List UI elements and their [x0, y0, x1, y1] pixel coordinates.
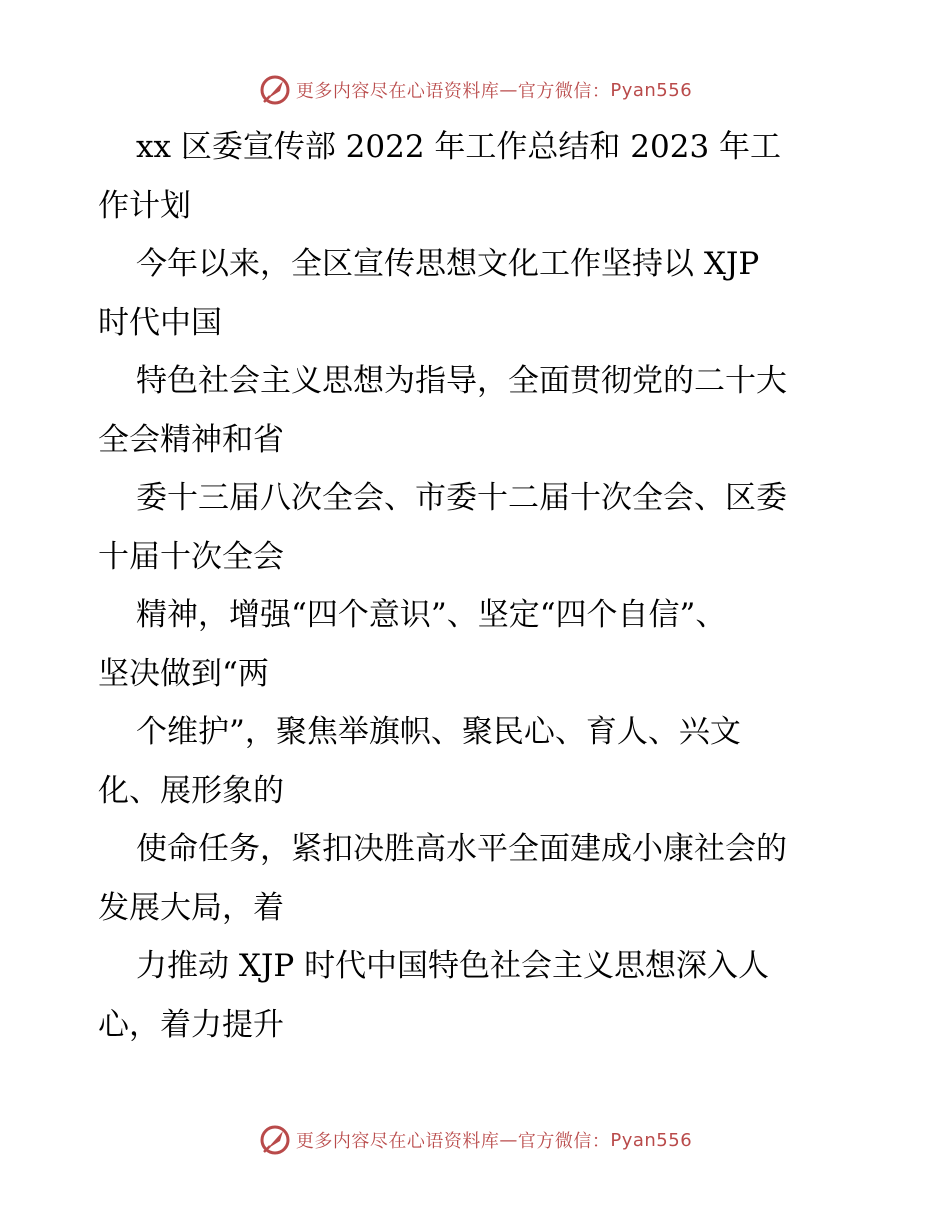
watermark-dash: — — [499, 1129, 518, 1151]
paragraph-line: 使命任务，紧扣决胜高水平全面建成小康社会的 — [136, 831, 787, 867]
watermark-main-text: 更多内容尽在心语资料库 — [295, 81, 500, 102]
paragraph-line: 时代中国 — [98, 304, 222, 341]
watermark-dash: — — [499, 79, 518, 101]
paragraph-line: 委十三届八次全会、市委十二届十次全会、区委 — [136, 480, 787, 516]
watermark-id: Pyan556 — [610, 1129, 693, 1151]
paragraph-line: 化、展形象的 — [98, 772, 284, 809]
quill-logo-icon — [258, 1123, 292, 1157]
paragraph-line: 发展大局，着 — [98, 889, 284, 926]
paragraph-line: 精神，增强“四个意识”、坚定“四个自信”、 — [136, 597, 727, 633]
document-body — [98, 118, 858, 1054]
watermark-sub-text: 官方微信： — [517, 1131, 611, 1152]
paragraph-line: 个维护”，聚焦举旗帜、聚民心、育人、兴文 — [136, 714, 741, 750]
paragraph-line: 今年以来，全区宣传思想文化工作坚持以 XJP — [136, 246, 760, 282]
title-line-2: 作计划 — [98, 187, 191, 224]
footer-watermark — [0, 1122, 950, 1158]
paragraph-line: 力推动 XJP 时代中国特色社会主义思想深入人 — [136, 948, 770, 984]
watermark-main-text: 更多内容尽在心语资料库 — [295, 1131, 500, 1152]
header-watermark — [0, 72, 950, 108]
quill-logo-icon — [258, 73, 292, 107]
paragraph-line: 全会精神和省 — [98, 421, 284, 458]
watermark-id: Pyan556 — [610, 79, 693, 101]
paragraph-line: 坚决做到“两 — [98, 655, 269, 692]
paragraph-line: 十届十次全会 — [98, 538, 284, 575]
title-line-1: xx 区委宣传部 2022 年工作总结和 2023 年工 — [136, 129, 782, 165]
paragraph-line: 特色社会主义思想为指导，全面贯彻党的二十大 — [136, 363, 787, 399]
watermark-sub-text: 官方微信： — [517, 81, 611, 102]
paragraph-line: 心，着力提升 — [98, 1006, 284, 1043]
